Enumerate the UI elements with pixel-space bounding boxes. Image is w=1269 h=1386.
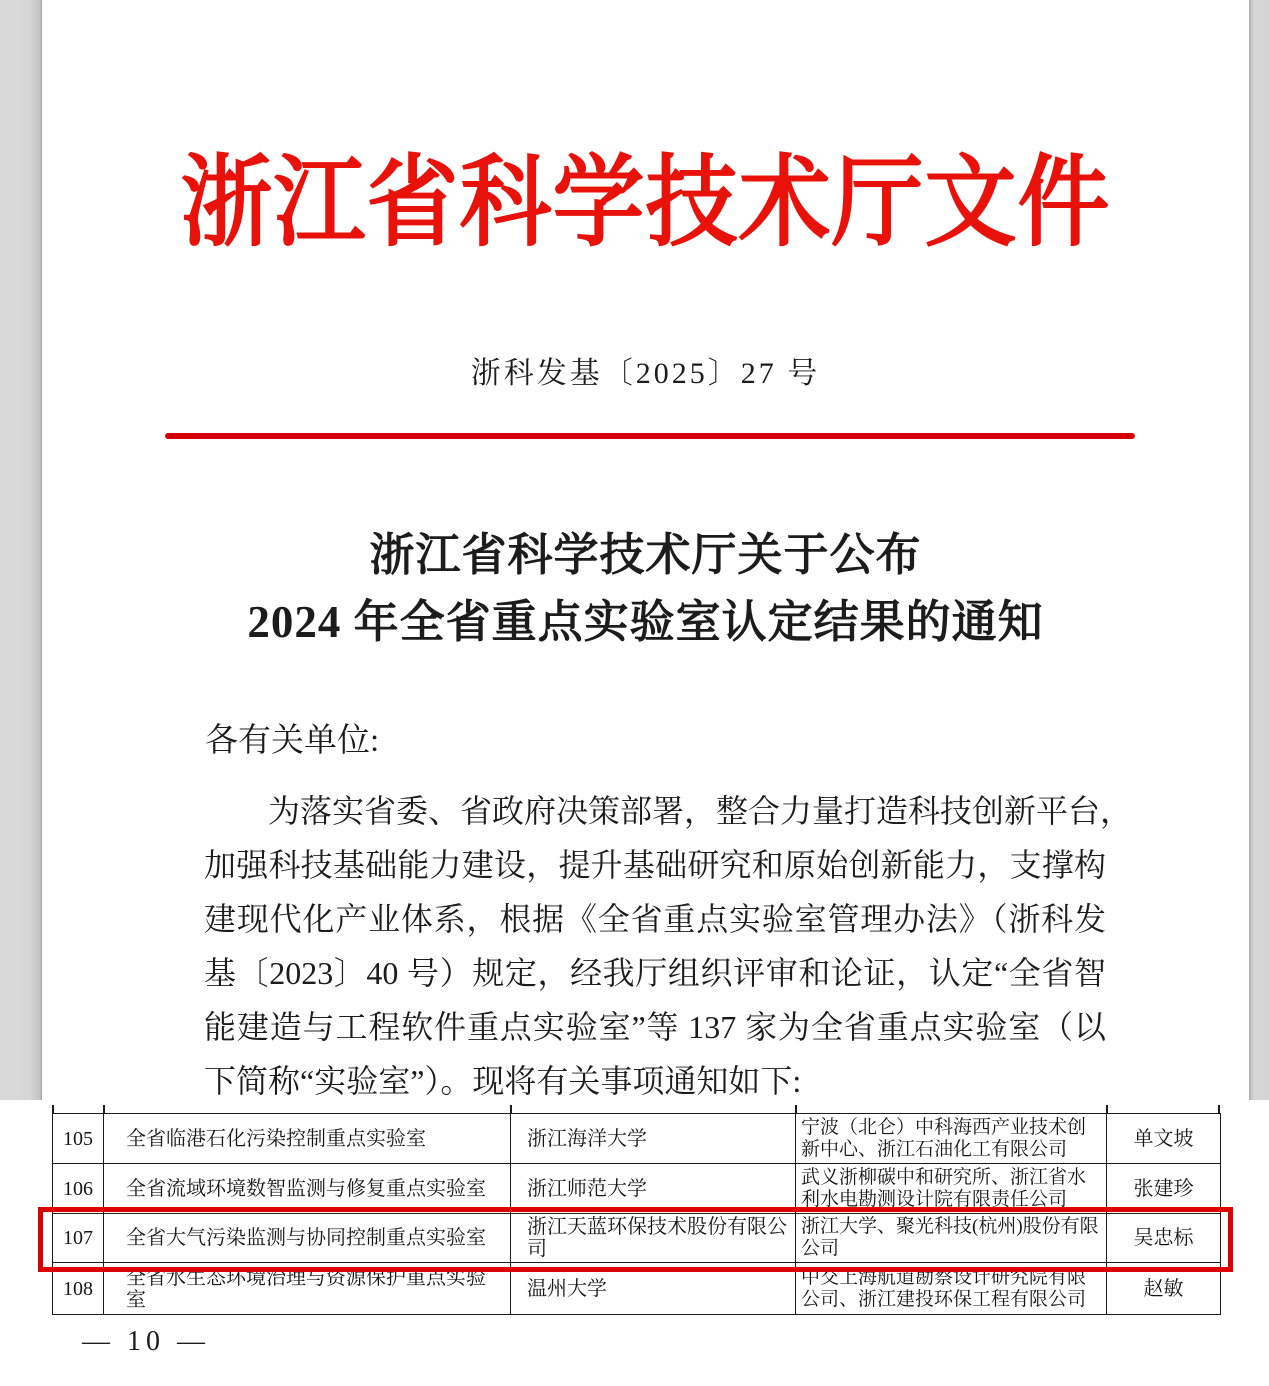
row-number-cell: 107 (53, 1214, 104, 1263)
lab-name-cell: 全省临港石化污染控制重点实验室 (104, 1114, 511, 1164)
lab-name-cell: 全省水生态环境治理与资源保护重点实验室 (104, 1263, 511, 1315)
table-row (53, 1114, 1221, 1164)
notice-title (42, 522, 1249, 656)
doc-number: 浙科发基〔2025〕27 号 (470, 357, 821, 390)
page-right-margin (1249, 0, 1269, 1124)
table-row (53, 1164, 1221, 1214)
results-table (52, 1113, 1221, 1315)
lab-results-table-section (0, 1100, 1269, 1386)
director-cell: 赵敏 (1107, 1263, 1221, 1315)
host-unit-cell: 浙江海洋大学 (511, 1114, 796, 1164)
body-paragraph (204, 784, 1133, 1108)
lab-name-cell: 全省大气污染监测与协同控制重点实验室 (104, 1214, 511, 1263)
host-unit-cell: 浙江天蓝环保技术股份有限公司 (511, 1214, 796, 1263)
notice-title-line-1: 浙江省科学技术厅关于公布 (369, 530, 922, 580)
row-number-cell: 108 (53, 1263, 104, 1315)
page-number: — 10 — (82, 1326, 210, 1357)
body-line: 能建造与工程软件重点实验室”等 137 家为全省重点实验室（以 (204, 1009, 1106, 1045)
notice-title-line-2: 2024 年全省重点实验室认定结果的通知 (247, 597, 1044, 647)
agency-header-title: 浙江省科学技术厅文件 (180, 147, 1111, 259)
row-number-cell: 105 (53, 1114, 104, 1164)
row-number-cell: 106 (53, 1164, 104, 1214)
body-line: 基〔2023〕40 号）规定，经我厅组织评审和论证，认定“全省智 (204, 955, 1106, 991)
table-row-highlighted (53, 1214, 1221, 1263)
salutation: 各有关单位: (205, 723, 380, 759)
host-unit-cell: 浙江师范大学 (511, 1164, 796, 1214)
body-line: 下简称“实验室”）。现将有关事项通知如下: (204, 1063, 802, 1099)
director-cell: 吴忠标 (1107, 1214, 1221, 1263)
cropped-row-border-stubs (52, 1105, 1220, 1113)
host-unit-cell: 温州大学 (511, 1263, 796, 1315)
partner-units-cell: 宁波（北仑）中科海西产业技术创新中心、浙江石油化工有限公司 (796, 1114, 1107, 1164)
director-cell: 张建珍 (1107, 1164, 1221, 1214)
page-left-margin (0, 0, 42, 1107)
body-line: 为落实省委、省政府决策部署，整合力量打造科技创新平台， (268, 793, 1133, 829)
partner-units-cell: 武义浙柳碳中和研究所、浙江省水利水电勘测设计院有限责任公司 (796, 1164, 1107, 1214)
body-line: 建现代化产业体系，根据《全省重点实验室管理办法》（浙科发 (204, 901, 1106, 937)
partner-units-cell: 浙江大学、聚光科技(杭州)股份有限公司 (796, 1214, 1107, 1263)
partner-units-cell: 中交上海航道勘察设计研究院有限公司、浙江建投环保工程有限公司 (796, 1263, 1107, 1315)
table-row (53, 1263, 1221, 1315)
red-separator-line (165, 433, 1135, 439)
lab-name-cell: 全省流域环境数智监测与修复重点实验室 (104, 1164, 511, 1214)
director-cell: 单文坡 (1107, 1114, 1221, 1164)
body-line: 加强科技基础能力建设，提升基础研究和原始创新能力，支撑构 (204, 847, 1106, 883)
